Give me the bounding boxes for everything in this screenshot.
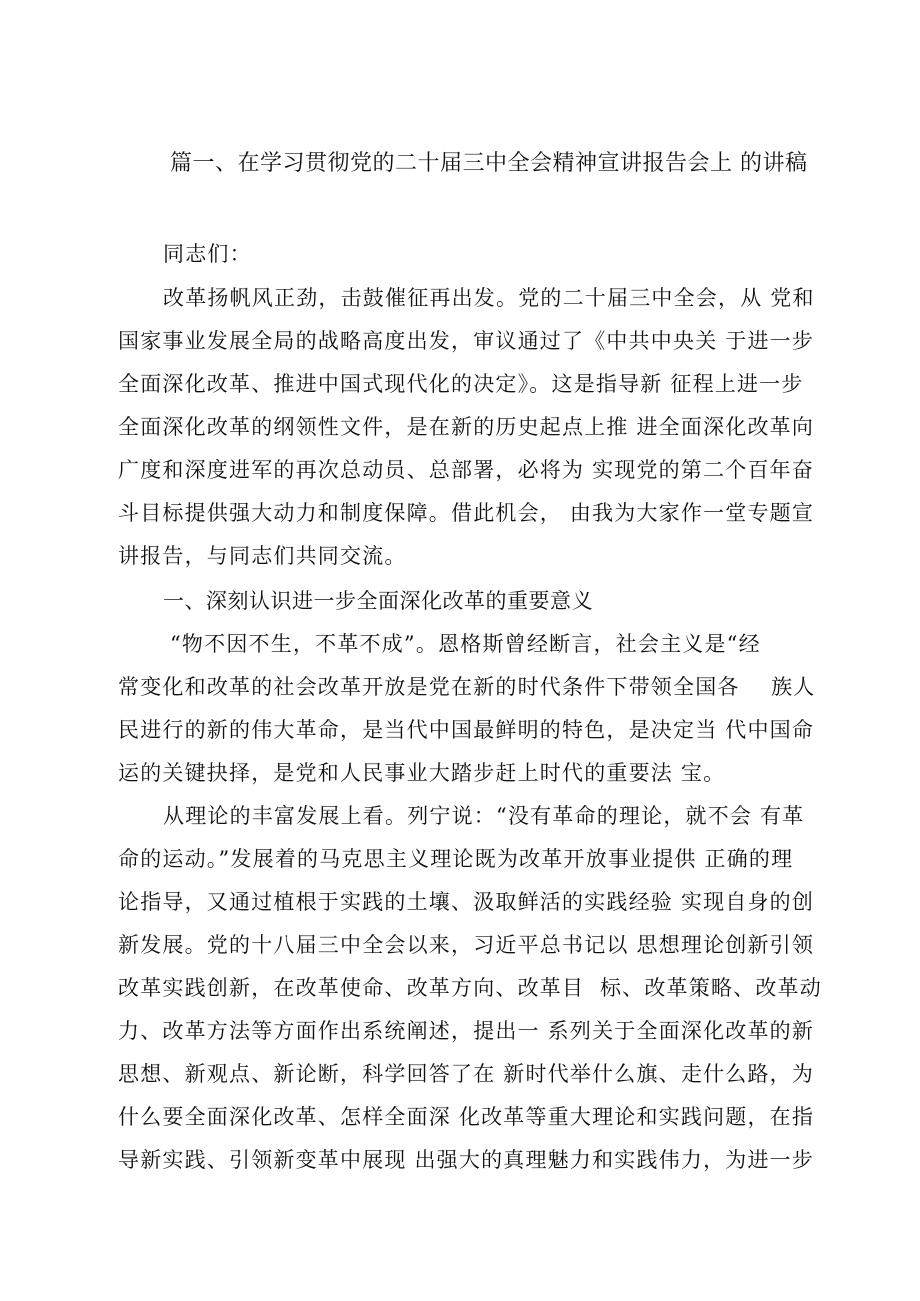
paragraph-line: 什么要全面深化改革、怎样全面深 化改革等重大理论和实践问题，在指 xyxy=(118,1105,815,1129)
paragraph-line: 从理论的丰富发展上看。列宁说：“没有革命的理论，就不会 有革 xyxy=(163,804,805,828)
paragraph-line: 民进行的新的伟大革命，是当代中国最鲜明的特色，是决定当 代中国命 xyxy=(118,718,815,742)
paragraph-line: 广度和深度进军的再次总动员、总部署，必将为 实现党的第二个百年奋 xyxy=(118,458,815,482)
paragraph-line: 改革实践创新，在改革使命、改革方向、改革目 标、改革策略、改革动 xyxy=(118,976,822,1000)
paragraph-line: 国家事业发展全局的战略高度出发，审议通过了《中共中央关 于进一步 xyxy=(118,329,815,353)
paragraph-line: 常变化和改革的社会改革开放是党在新的时代条件下带领全国各 族人 xyxy=(118,675,816,699)
salutation: 同志们： xyxy=(163,242,252,266)
paragraph-line: 命的运动。”发展着的马克思主义理论既为改革开放事业提供 正确的理 xyxy=(118,847,794,871)
paragraph-line: 全面深化改革、推进中国式现代化的决定》。这是指导新 征程上进一步 xyxy=(118,372,804,396)
paragraph-line: 力、改革方法等方面作出系统阐述，提出一 系列关于全面深化改革的新 xyxy=(118,1019,815,1043)
paragraph-line: 论指导，又通过植根于实践的土壤、汲取鲜活的实践经验 实现自身的创 xyxy=(118,890,815,914)
paragraph-line: 斗目标提供强大动力和制度保障。借此机会， 由我为大家作一堂专题宣 xyxy=(118,501,815,525)
paragraph-line: 改革扬帆风正劲，击鼓催征再出发。党的二十届三中全会，从 党和 xyxy=(163,286,815,310)
paragraph-line: 导新实践、引领新变革中展现 出强大的真理魅力和实践伟力，为进一步 xyxy=(118,1148,815,1172)
paragraph-line: 全面深化改革的纲领性文件，是在新的历史起点上推 进全面深化改革向 xyxy=(118,415,815,439)
paragraph-line: 新发展。党的十八届三中全会以来，习近平总书记以 思想理论创新引领 xyxy=(118,933,815,957)
paragraph-line: “物不因不生，不革不成”。恩格斯曾经断言，社会主义是“经 xyxy=(170,632,761,656)
section-heading: 一、深刻认识进一步全面深化改革的重要意义 xyxy=(163,589,593,613)
document-title: 篇一、在学习贯彻党的二十届三中全会精神宣讲报告会上 的讲稿 xyxy=(170,151,808,176)
paragraph-line: 讲报告，与同志们共同交流。 xyxy=(118,544,407,568)
paragraph-line: 运的关键抉择，是党和人民事业大踏步赶上时代的重要法 宝。 xyxy=(118,761,726,785)
paragraph-line: 思想、新观点、新论断，科学回答了在 新时代举什么旗、走什么路，为 xyxy=(118,1062,815,1086)
